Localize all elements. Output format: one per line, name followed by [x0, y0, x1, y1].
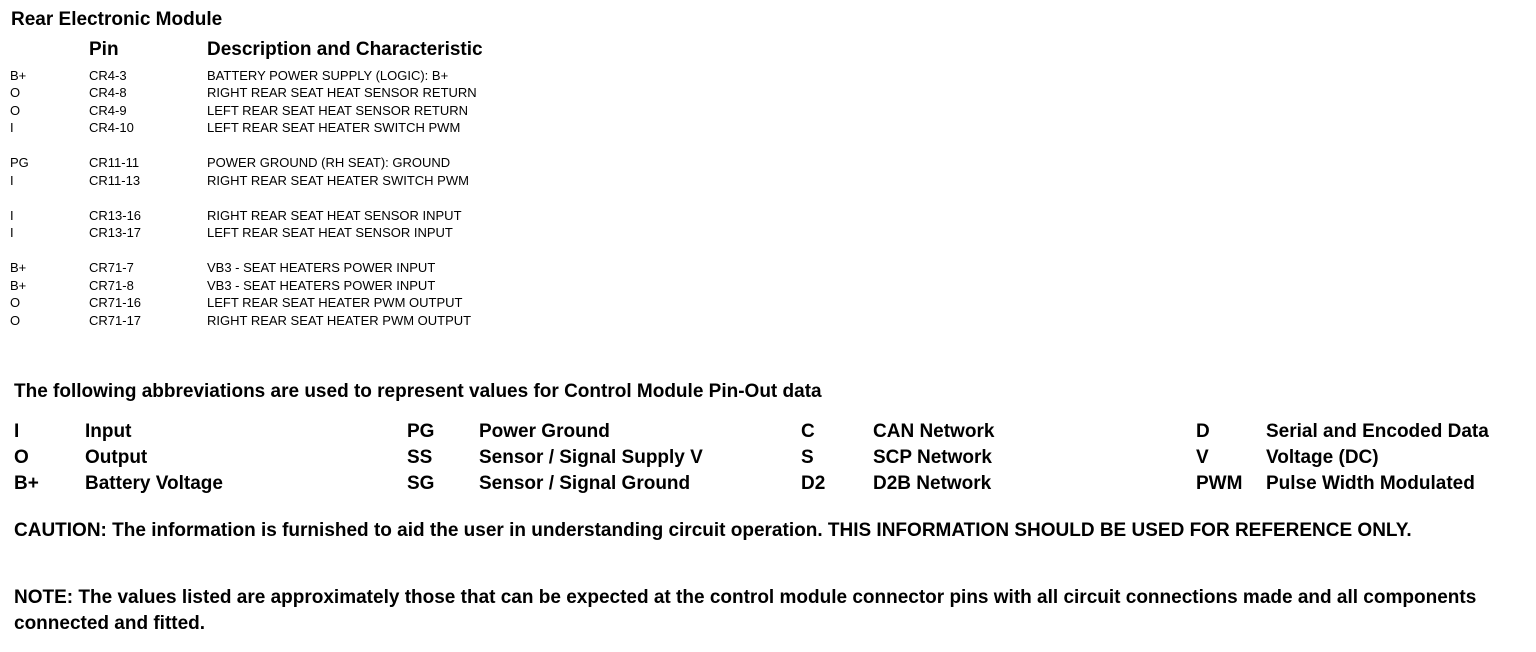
- abbreviation-meaning: Serial and Encoded Data: [1266, 421, 1489, 442]
- abbreviation-code: I: [14, 421, 20, 442]
- pin-type: I: [10, 208, 14, 223]
- pin-number: CR71-8: [89, 278, 134, 293]
- abbreviation-code: D: [1196, 421, 1210, 442]
- pin-number: CR4-8: [89, 85, 127, 100]
- pin-description: VB3 - SEAT HEATERS POWER INPUT: [207, 260, 436, 275]
- abbreviation-code: SG: [407, 473, 435, 494]
- pin-number: CR13-16: [89, 208, 142, 223]
- pin-description: RIGHT REAR SEAT HEAT SENSOR INPUT: [207, 208, 462, 223]
- abbreviation-meaning: Input: [85, 421, 132, 442]
- abbreviation-meaning: Pulse Width Modulated: [1266, 473, 1475, 494]
- pin-type: O: [10, 85, 21, 100]
- pin-number: CR4-10: [89, 120, 134, 135]
- pin-description: RIGHT REAR SEAT HEAT SENSOR RETURN: [207, 85, 477, 100]
- abbreviation-meaning: SCP Network: [873, 447, 992, 468]
- abbreviation-meaning: Output: [85, 447, 148, 468]
- abbreviation-code: SS: [407, 447, 433, 468]
- pin-type: B+: [10, 68, 27, 83]
- pin-number: CR71-7: [89, 260, 134, 275]
- pin-type: I: [10, 120, 14, 135]
- abbreviation-code: D2: [801, 473, 826, 494]
- abbreviation-meaning: Battery Voltage: [85, 473, 223, 494]
- pin-type: B+: [10, 278, 27, 293]
- pin-type: I: [10, 225, 14, 240]
- abbreviation-code: PWM: [1196, 473, 1243, 494]
- abbreviation-code: C: [801, 421, 815, 442]
- pin-type: B+: [10, 260, 27, 275]
- pin-type: O: [10, 103, 21, 118]
- pin-number: CR4-3: [89, 68, 127, 83]
- pin-type: PG: [10, 155, 29, 170]
- pin-description: LEFT REAR SEAT HEAT SENSOR INPUT: [207, 225, 453, 240]
- abbreviation-code: O: [14, 447, 29, 468]
- abbreviation-meaning: D2B Network: [873, 473, 992, 494]
- pin-column-header: Pin: [89, 39, 119, 60]
- module-title: Rear Electronic Module: [11, 9, 223, 30]
- pin-type: O: [10, 295, 21, 310]
- abbreviation-code: PG: [407, 421, 435, 442]
- abbreviation-meaning: Voltage (DC): [1266, 447, 1379, 468]
- description-column-header: Description and Characteristic: [207, 39, 483, 60]
- pin-type: O: [10, 313, 21, 328]
- caution-note: CAUTION: The information is furnished to aid the user in understanding circuit operation. THIS INFORMATION SHOULD BE USED FOR REFERENCE ONLY.: [14, 520, 1412, 541]
- pin-description: POWER GROUND (RH SEAT): GROUND: [207, 155, 451, 170]
- abbreviation-meaning: CAN Network: [873, 421, 995, 442]
- abbreviation-meaning: Sensor / Signal Ground: [479, 473, 691, 494]
- pin-description: LEFT REAR SEAT HEATER PWM OUTPUT: [207, 295, 463, 310]
- pin-description: LEFT REAR SEAT HEATER SWITCH PWM: [207, 120, 461, 135]
- pin-number: CR13-17: [89, 225, 142, 240]
- pin-description: RIGHT REAR SEAT HEATER SWITCH PWM: [207, 173, 469, 188]
- pin-number: CR71-17: [89, 313, 142, 328]
- pin-number: CR11-11: [89, 155, 140, 170]
- values-note: NOTE: The values listed are approximately those that can be expected at the control module connector pins with all circuit connections made and all components connected and fitted.: [14, 587, 1477, 634]
- abbreviation-code: B+: [14, 473, 39, 494]
- pin-number: CR11-13: [89, 173, 141, 188]
- abbreviation-code: S: [801, 447, 814, 468]
- pin-description: LEFT REAR SEAT HEAT SENSOR RETURN: [207, 103, 469, 118]
- pin-description: BATTERY POWER SUPPLY (LOGIC): B+: [207, 68, 449, 83]
- abbreviation-meaning: Sensor / Signal Supply V: [479, 447, 703, 468]
- pin-type: I: [10, 173, 14, 188]
- pin-number: CR71-16: [89, 295, 142, 310]
- abbreviation-code: V: [1196, 447, 1209, 468]
- pin-description: VB3 - SEAT HEATERS POWER INPUT: [207, 278, 436, 293]
- abbreviations-intro: The following abbreviations are used to represent values for Control Module Pin-Out data: [14, 381, 822, 402]
- pin-description: RIGHT REAR SEAT HEATER PWM OUTPUT: [207, 313, 472, 328]
- pin-number: CR4-9: [89, 103, 127, 118]
- abbreviation-meaning: Power Ground: [479, 421, 610, 442]
